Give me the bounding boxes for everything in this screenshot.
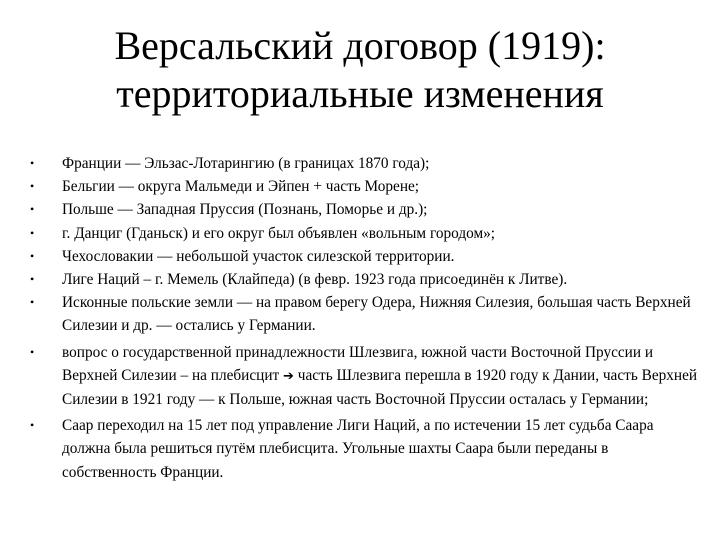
list-item-text-after: часть Шлезвига перешла в 1920 году к Дании, часть Верхней Силезии в 1921 году — к Польше, южная часть Восточной Пруссии осталась у Германии; — [62, 366, 698, 409]
list-item-czechoslovakia — [30, 245, 700, 268]
bullet-icon: • — [30, 225, 35, 240]
list-item-saar — [30, 414, 700, 484]
list-item-text: Саар переходил на 15 лет под управление Лиги Наций, а по истечении 15 лет судьба Саара должна была решиться путём плебисцита. Угольные шахты Саара были переданы в собственность Франции. — [62, 417, 654, 481]
bullet-list — [30, 152, 700, 484]
bullet-icon: • — [30, 272, 35, 287]
bullet-icon: • — [30, 295, 35, 310]
list-item-text: Франции — Эльзас-Лотарингию (в границах 1870 года); — [62, 155, 430, 172]
bullet-icon: • — [30, 202, 35, 217]
list-item-poland — [30, 198, 700, 221]
list-item-france — [30, 152, 700, 175]
list-item-belgium — [30, 175, 700, 198]
list-item-plebiscite — [30, 341, 700, 412]
bullet-icon: • — [30, 156, 35, 170]
bullet-icon: • — [30, 344, 35, 359]
list-item-league-of-nations — [30, 268, 700, 291]
list-item-danzig — [30, 222, 700, 245]
slide-title-line-1: Версальский договор (1919): — [114, 23, 606, 68]
list-item-text: Польше — Западная Пруссия (Познань, Поморье и др.); — [62, 201, 428, 219]
list-item-text: Исконные польские земли — на правом берегу Одера, Нижняя Силезия, большая часть Верхней Силезии и др. — остались у Германии. — [62, 294, 691, 335]
bullet-icon: • — [30, 179, 35, 194]
slide-title-line-2: территориальные изменения — [116, 71, 604, 116]
slide-title — [0, 22, 720, 118]
arrow-right-icon: ➔ — [283, 368, 294, 384]
bullet-icon: • — [30, 248, 35, 263]
list-item-text: Бельгии — округа Мальмеди и Эйпен + часть Морене; — [62, 178, 420, 196]
list-item-text-before: вопрос о государственной принадлежности Шлезвига, южной части Восточной Пруссии и Верхней Силезии – на плебисцит — [62, 343, 654, 384]
bullet-icon: • — [30, 418, 35, 433]
list-item-text: г. Данциг (Гданьск) и его округ был объявлен «вольным городом»; — [62, 224, 496, 242]
list-item-text — [62, 344, 697, 408]
list-item-text: Чехословакии — небольшой участок силезской территории. — [62, 247, 455, 265]
list-item-polish-lands — [30, 291, 700, 337]
list-item-text: Лиге Наций – г. Мемель (Клайпеда) (в февр. 1923 года присоединён к Литве). — [62, 271, 568, 289]
